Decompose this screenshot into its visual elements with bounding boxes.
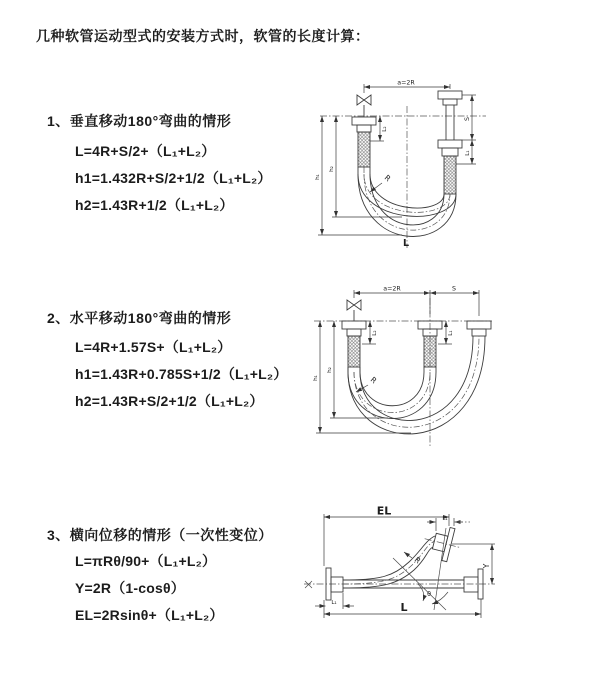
dim-label-a2r: a=2R <box>383 285 401 293</box>
break-mark <box>305 581 312 588</box>
diagram-lateral-displacement <box>296 498 598 670</box>
dim-y <box>452 544 495 584</box>
radius-leader <box>404 552 422 565</box>
construction-lines <box>393 528 448 610</box>
section2-formula-L: L=4R+1.57S+（L₁+L₂） <box>75 339 232 355</box>
dim-label-l2: L₂ <box>372 330 378 336</box>
section3-heading: 3、横向位移的情形（一次性变位） <box>47 527 273 543</box>
dim-label-s: S <box>452 285 456 293</box>
section3-formula-Y: Y=2R（1-cosθ） <box>75 580 185 596</box>
centerlines <box>320 106 486 248</box>
section2-heading: 2、水平移动180°弯曲的情形 <box>47 310 232 326</box>
dim-left-fitting <box>370 116 388 141</box>
dim-label-l: L <box>400 601 408 614</box>
dim-label-el: EL <box>376 504 392 518</box>
length-label: L <box>402 238 410 249</box>
dim-label-a2r: a=2R <box>397 79 415 87</box>
dim-length <box>324 599 481 618</box>
section2-formula-h1: h1=1.43R+0.785S+1/2（L₁+L₂） <box>75 366 288 382</box>
section1-heading: 1、垂直移动180°弯曲的情形 <box>47 113 232 129</box>
section1-formula-h2: h2=1.43R+1/2（L₁+L₂） <box>75 197 234 213</box>
dim-label-l2: L₂ <box>382 126 388 132</box>
dim-l1-left <box>315 593 354 609</box>
centerline <box>304 581 495 588</box>
radius-label: R <box>382 172 393 184</box>
section2-formula-h2: h2=1.43R+S/2+1/2（L₁+L₂） <box>75 393 264 409</box>
centerlines <box>314 298 492 446</box>
dim-el <box>324 505 449 567</box>
dim-label-l1-top: L₁ <box>442 516 448 522</box>
left-hose-fitting <box>352 117 376 167</box>
hose-u-curves <box>358 167 456 236</box>
valve-icon <box>347 300 361 321</box>
dim-left-heights <box>313 321 411 433</box>
dim-l1-top <box>427 516 470 531</box>
radius-leader <box>370 173 392 192</box>
valve-icon <box>357 95 371 117</box>
diagram-horizontal-180-bend <box>306 278 596 458</box>
dim-label-l1: L₁ <box>465 150 471 156</box>
dim-right-stroke <box>456 95 476 164</box>
angle-label: θ <box>427 591 431 598</box>
section1-formula-L: L=4R+S/2+（L₁+L₂） <box>75 143 216 159</box>
dim-label-s: S <box>464 117 471 121</box>
dim-fitting-lengths <box>362 321 454 344</box>
diagram-vertical-180-bend <box>306 74 596 254</box>
radius-leader <box>356 375 378 392</box>
right-hose-fitting <box>438 91 462 194</box>
radius-label: R <box>412 554 423 566</box>
dim-label-h2: h₂ <box>329 166 335 172</box>
dim-top-width <box>354 286 479 317</box>
dim-top-width <box>364 80 450 94</box>
dim-label-h1: h₁ <box>315 174 321 180</box>
page-title: 几种软管运动型式的安装方式时，软管的长度计算： <box>36 28 370 44</box>
dim-label-y: Y <box>482 563 491 569</box>
dim-label-l1-left: L₁ <box>331 600 337 606</box>
section3-formula-EL: EL=2Rsinθ+（L₁+L₂） <box>75 607 224 623</box>
right-hose-fitting <box>467 321 491 336</box>
displaced-flange <box>421 522 464 564</box>
dim-label-l1: L₁ <box>448 330 454 336</box>
dim-label-h1: h₁ <box>313 375 319 381</box>
section1-formula-h1: h1=1.432R+S/2+1/2（L₁+L₂） <box>75 170 272 186</box>
section3-formula-L: L=πRθ/90+（L₁+L₂） <box>75 553 217 569</box>
hose-u-curves <box>348 336 485 434</box>
radius-label: R <box>368 374 379 386</box>
dim-label-h2: h₂ <box>327 367 333 373</box>
